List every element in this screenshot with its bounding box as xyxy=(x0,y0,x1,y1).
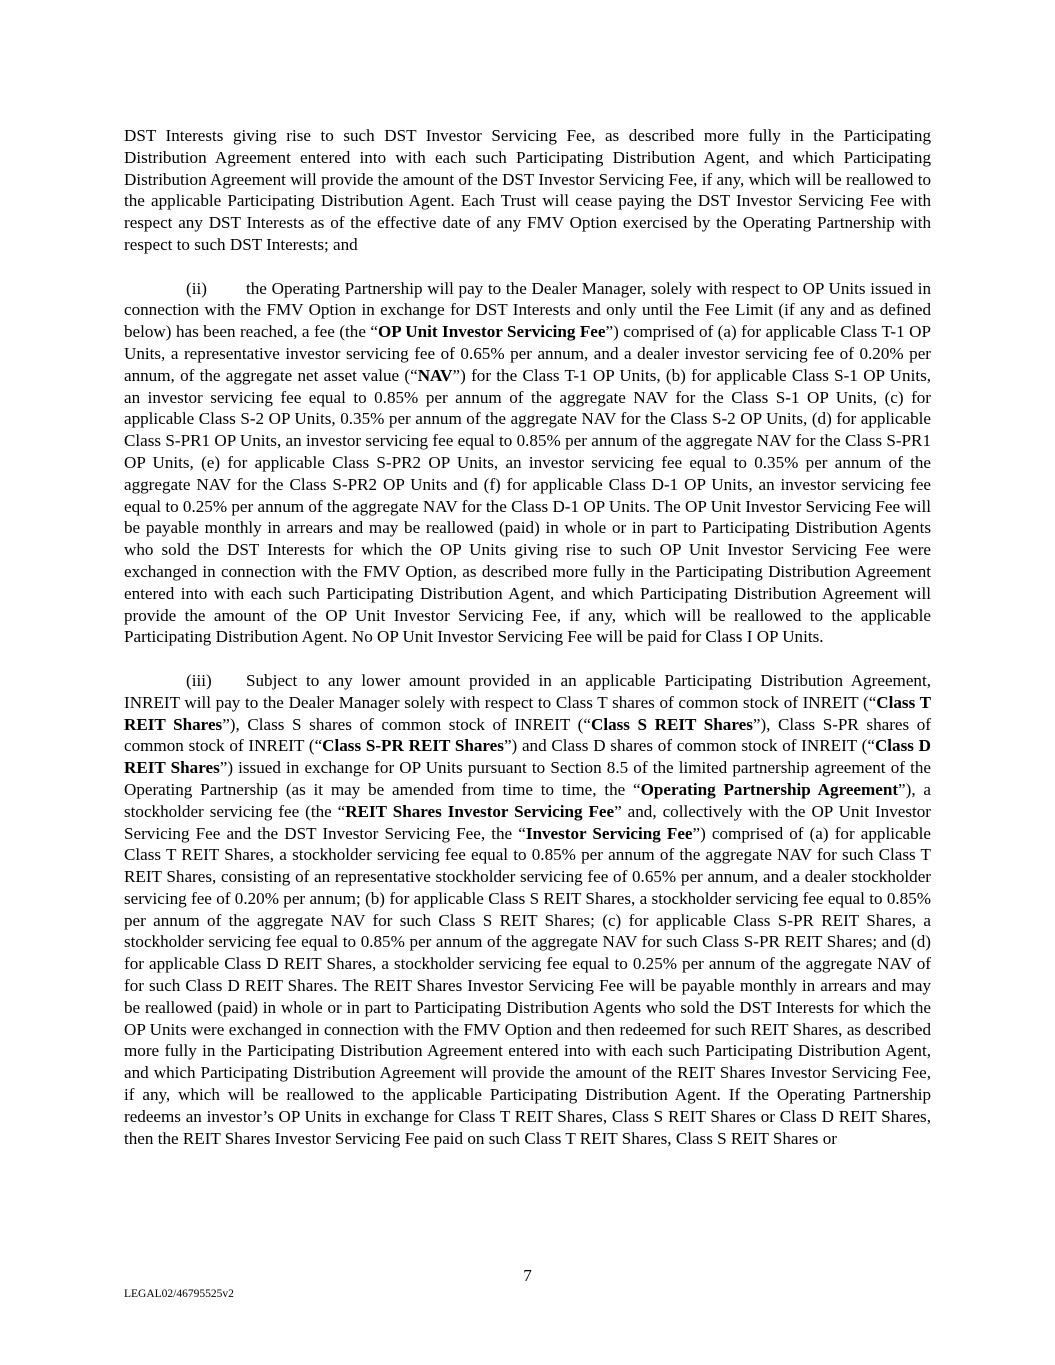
document-id: LEGAL02/46795525v2 xyxy=(124,1288,234,1300)
clause-number: (iii) xyxy=(186,670,212,690)
defined-term: Class T REIT Shares xyxy=(124,692,932,734)
paragraph-text: DST Interests giving rise to such DST Investor Servicing Fee, as described more fully in the Participating Distribution Agreement entered into with each such Participating Distribution Agent, and which Participating Distribution Agreement will provide the amount of the DST Investor Servicing Fee, if any, which will be reallowed to the applicable Participating Distribution Agent. Each Trust will cease paying the DST Investor Servicing Fee with respect any DST Interests as of the effective date of any FMV Option exercised by the Operating Partnership with respect to such DST Interests; and xyxy=(124,126,931,254)
defined-term: NAV xyxy=(417,365,453,385)
paragraph-continuation xyxy=(124,125,931,256)
defined-term: OP Unit Investor Servicing Fee xyxy=(377,322,606,342)
defined-term: Investor Servicing Fee xyxy=(525,823,693,843)
paragraph-iii: (iii) Subject to any lower amount provided in an applicable Participating Distribution Agreement, INREIT will pay to the Dealer Manager solely with respect to Class T shares of common stock of INREIT (“Class T REIT Shares”), Class S shares of common stock of INREIT (“Class S REIT Shares”), Class S-PR shares of common stock of INREIT (“Class S-PR REIT Shares”) and Class D shares of common stock of INREIT (“Class D REIT Shares”) issued in exchange for OP Units pursuant to Section 8.5 of the limited partnership agreement of the Operating Partnership (as it may be amended from time to time, the “Operating Partnership Agreement”), a stockholder servicing fee (the “REIT Shares Investor Servicing Fee” and, collectively with the OP Unit Investor Servicing Fee and the DST Investor Servicing Fee, the “Investor Servicing Fee”) comprised of (a) for applicable Class T REIT Shares, a stockholder servicing fee equal to 0.85% per annum of the aggregate NAV for such Class T REIT Shares, consisting of an representative stockholder servicing fee of 0.65% per annum, and a dealer stockholder servicing fee of 0.20% per annum; (b) for applicable Class S REIT Shares, a stockholder servicing fee equal to 0.85% per annum of the aggregate NAV for such Class S REIT Shares; (c) for applicable Class S-PR REIT Shares, a stockholder servicing fee equal to 0.85% per annum of the aggregate NAV for such Class S-PR REIT Shares; and (d) for applicable Class D REIT Shares, a stockholder servicing fee equal to 0.25% per annum of the aggregate NAV of for such Class D REIT Shares. The REIT Shares Investor Servicing Fee will be payable monthly in arrears and may be reallowed (paid) in whole or in part to Participating Distribution Agents who sold the DST Interests for which the OP Units were exchanged in connection with the FMV Option and then redeemed for such REIT Shares, as described more fully in the Participating Distribution Agreement entered into with each such Participating Distribution Agent, and which Participating Distribution Agreement will provide the amount of the REIT Shares Investor Servicing Fee, if any, which will be reallowed to the applicable Participating Distribution Agent. If the Operating Partnership redeems an investor’s OP Units in exchange for Class T REIT Shares, Class S REIT Shares or Class D REIT Shares, then the REIT Shares Investor Servicing Fee paid on such Class T REIT Shares, Class S REIT Shares or xyxy=(124,670,932,1148)
paragraph-ii: (ii) the Operating Partnership will pay to the Dealer Manager, solely with respect to OP Units issued in connection with the FMV Option in exchange for DST Interests and only until the Fee Limit (if any and as defined below) has been reached, a fee (the “OP Unit Investor Servicing Fee”) comprised of (a) for applicable Class T-1 OP Units, a representative investor servicing fee of 0.65% per annum, and a dealer investor servicing fee of 0.20% per annum, of the aggregate net asset value (“NAV”) for the Class T-1 OP Units, (b) for applicable Class S-1 OP Units, an investor servicing fee equal to 0.85% per annum of the aggregate NAV for the Class S-1 OP Units, (c) for applicable Class S-2 OP Units, 0.35% per annum of the aggregate NAV for the Class S-2 OP Units, (d) for applicable Class S-PR1 OP Units, an investor servicing fee equal to 0.85% per annum of the aggregate NAV for the Class S-PR1 OP Units, (e) for applicable Class S-PR2 OP Units, an investor servicing fee equal to 0.35% per annum of the aggregate NAV for the Class S-PR2 OP Units and (f) for applicable Class D-1 OP Units, an investor servicing fee equal to 0.25% per annum of the aggregate NAV for the Class D-1 OP Units. The OP Unit Investor Servicing Fee will be payable monthly in arrears and may be reallowed (paid) in whole or in part to Participating Distribution Agents who sold the DST Interests for which the OP Units giving rise to such OP Unit Investor Servicing Fee were exchanged in connection with the FMV Option, as described more fully in the Participating Distribution Agreement entered into with each such Participating Distribution Agent, and which Participating Distribution Agreement will provide the amount of the OP Unit Investor Servicing Fee, if any, which will be reallowed to the applicable Participating Distribution Agent. No OP Unit Investor Servicing Fee will be paid for Class I OP Units. xyxy=(124,278,931,647)
defined-term: Class S-PR REIT Shares xyxy=(322,736,504,756)
clause-number: (ii) xyxy=(186,278,207,298)
defined-term: Class D REIT Shares xyxy=(124,736,931,778)
page-number: 7 xyxy=(523,1266,532,1285)
document-body xyxy=(124,125,931,1149)
defined-term: REIT Shares Investor Servicing Fee xyxy=(345,801,615,821)
defined-term: Class S REIT Shares xyxy=(590,714,753,734)
defined-term: Operating Partnership Agreement xyxy=(640,779,899,799)
